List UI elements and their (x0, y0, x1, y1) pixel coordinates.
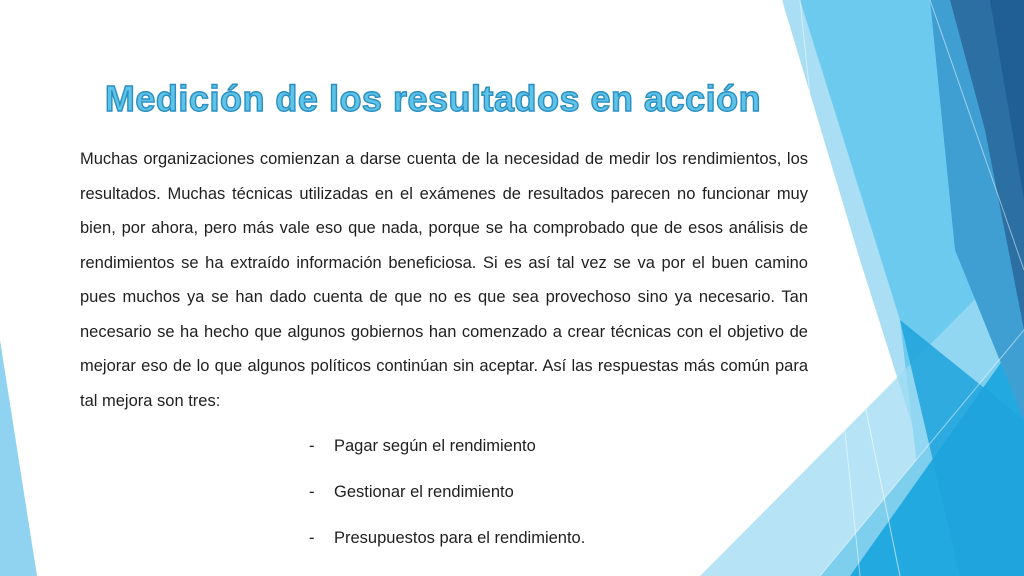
bullet-text: Pagar según el rendimiento (334, 437, 536, 455)
bullet-dash: - (309, 529, 315, 547)
bullet-dash: - (309, 483, 315, 501)
bullet-text: Presupuestos para el rendimiento. (334, 529, 586, 547)
list-item (309, 476, 585, 522)
body-paragraph: Muchas organizaciones comienzan a darse cuenta de la necesidad de medir los rendimientos, los resultados. Muchas técnicas utilizadas en el exámenes de resultados parecen no funcionar muy bien, por ahora, pero más vale eso que nada, porque se ha comprobado que de esos análisis de rendimientos se ha extraído información beneficiosa. Si es así tal vez se va por el buen camino pues muchos ya se han dado cuenta de que no es que sea provechoso sino ya necesario. Tan necesario se ha hecho que algunos gobiernos han comenzado a crear técnicas con el objetivo de mejorar eso de lo que algunos políticos continúan sin aceptar. Así las respuestas más común para tal mejora son tres: (80, 150, 808, 410)
slide-title: Medición de los resultados en acción (104, 78, 762, 119)
bullet-list (309, 430, 585, 568)
bullet-text: Gestionar el rendimiento (334, 483, 514, 501)
left-facet (0, 340, 37, 576)
list-item (309, 522, 585, 568)
list-item (309, 430, 585, 476)
bullet-dash: - (309, 437, 315, 455)
